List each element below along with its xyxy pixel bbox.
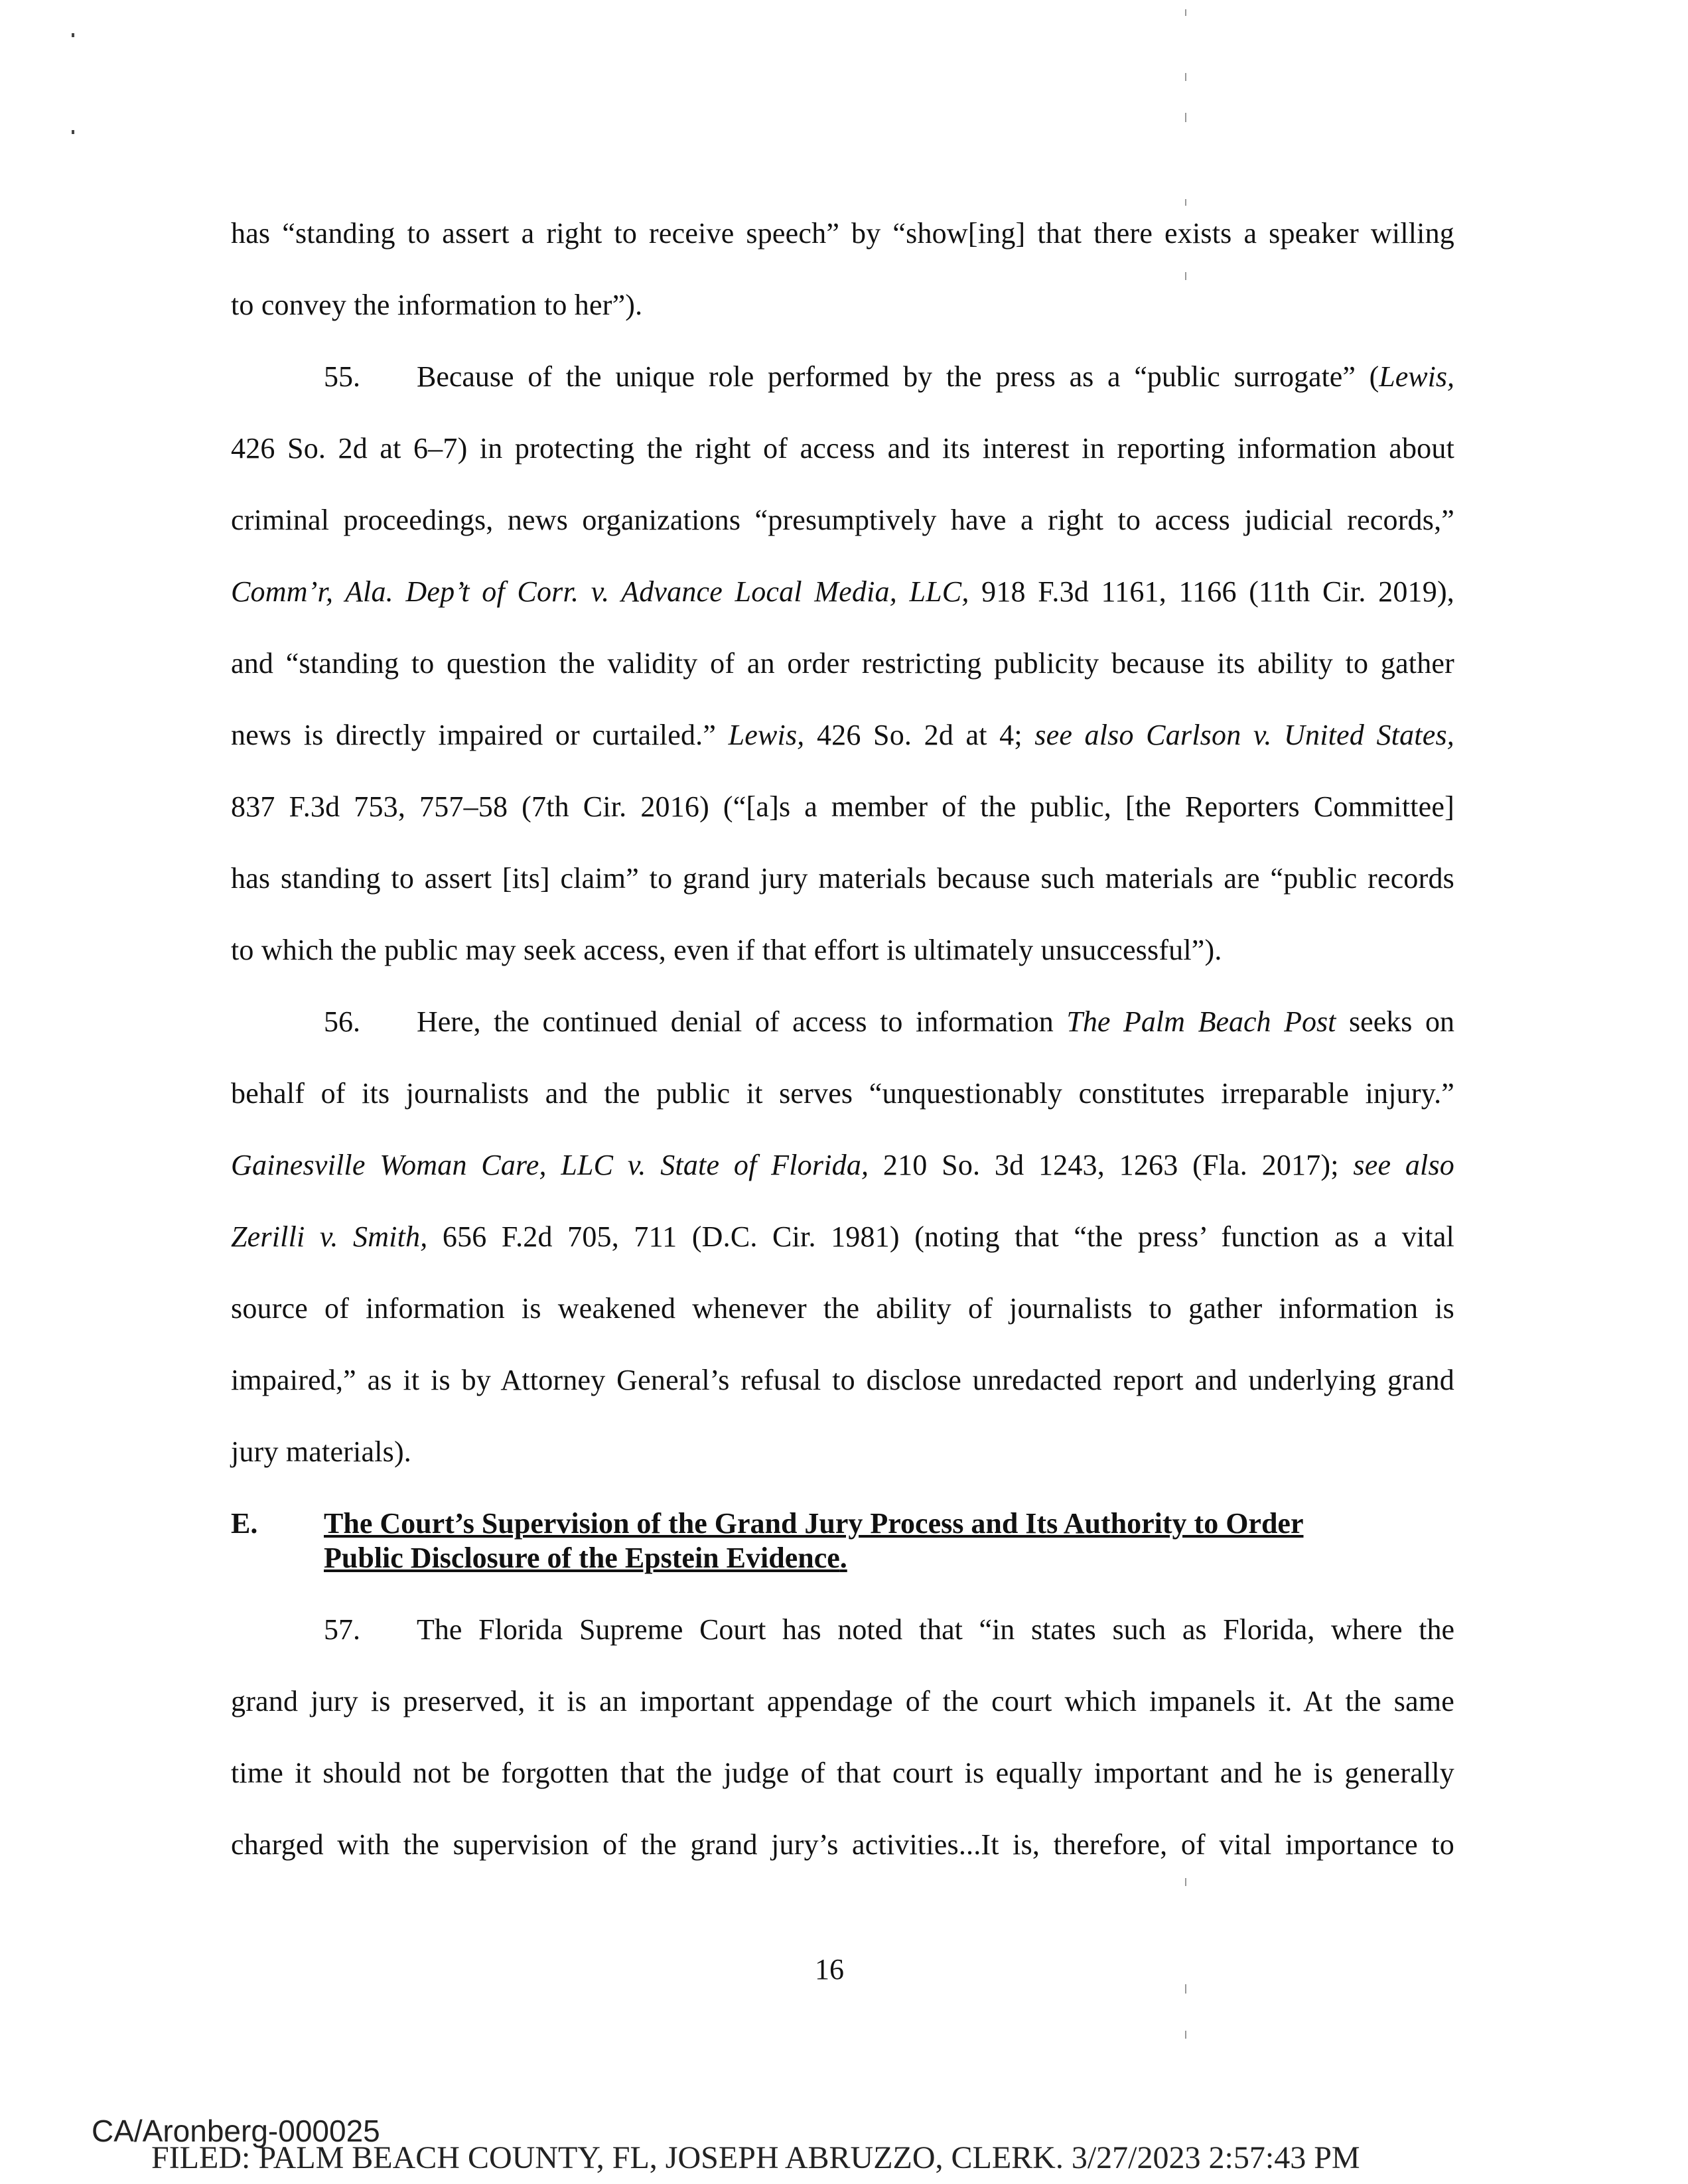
section-heading: The Court’s Supervision of the Grand Jury Process and Its Authority to Order (324, 1507, 1304, 1540)
scan-mark (1185, 1984, 1186, 1994)
paragraph-line: criminal proceedings, news organizations “presumptively have a right to access judicial records,” (231, 504, 1454, 536)
paragraph-line: news is directly impaired or curtailed.” Lewis, 426 So. 2d at 4; see also Carlson v. United States, (231, 719, 1454, 751)
paragraph-line: and “standing to question the validity of an order restricting publicity because its ability to gather (231, 647, 1454, 680)
paragraph-line: to which the public may seek access, even if that effort is ultimately unsuccessful”). (231, 934, 1222, 966)
paragraph-line: source of information is weakened whenever the ability of journalists to gather information is (231, 1292, 1454, 1325)
paragraph-line: has standing to assert [its] claim” to grand jury materials because such materials are “public records (231, 862, 1454, 895)
paragraph-line: Comm’r, Ala. Dep’t of Corr. v. Advance Local Media, LLC, 918 F.3d 1161, 1166 (11th Cir. 2019), (231, 575, 1454, 608)
paragraph-line: behalf of its journalists and the public it serves “unquestionably constitutes irreparable injury.” (231, 1077, 1454, 1110)
paragraph-line: Because of the unique role performed by the press as a “public surrogate” (Lewis, (417, 360, 1454, 393)
bates-number: CA/Aronberg-000025 (92, 2114, 380, 2148)
scan-mark (1185, 272, 1186, 280)
paragraph-line: charged with the supervision of the grand jury’s activities...It is, therefore, of vital importance to (231, 1828, 1454, 1861)
paragraph-line: time it should not be forgotten that the judge of that court is equally important and he is generally (231, 1757, 1454, 1789)
paragraph-line: grand jury is preserved, it is an important appendage of the court which impanels it. At the same (231, 1685, 1454, 1717)
section-letter: E. (231, 1507, 258, 1540)
scan-mark (1185, 73, 1186, 81)
paragraph-line: has “standing to assert a right to receive speech” by “show[ing] that there exists a speaker willing (231, 217, 1454, 250)
paragraph-line: Gainesville Woman Care, LLC v. State of Florida, 210 So. 3d 1243, 1263 (Fla. 2017); see also (231, 1149, 1454, 1181)
scan-speck (72, 130, 74, 134)
scan-mark (1185, 9, 1186, 16)
paragraph-line: 837 F.3d 753, 757–58 (7th Cir. 2016) (“[a]s a member of the public, [the Reporters Committee] (231, 790, 1454, 823)
page-number: 16 (815, 1953, 844, 1986)
paragraph-line: 426 So. 2d at 6–7) in protecting the right of access and its interest in reporting information about (231, 432, 1454, 465)
scan-mark (1185, 1878, 1186, 1886)
paragraph-line: Here, the continued denial of access to information The Palm Beach Post seeks on (417, 1005, 1454, 1038)
paragraph-line: impaired,” as it is by Attorney General’s refusal to disclose unredacted report and underlying grand (231, 1364, 1454, 1396)
filing-stamp: FILED: PALM BEACH COUNTY, FL, JOSEPH ABRUZZO, CLERK. 3/27/2023 2:57:43 PM (151, 2140, 1360, 2175)
section-heading: Public Disclosure of the Epstein Evidence. (324, 1542, 847, 1574)
paragraph-line: The Florida Supreme Court has noted that “in states such as Florida, where the (417, 1613, 1454, 1646)
paragraph-line: Zerilli v. Smith, 656 F.2d 705, 711 (D.C. Cir. 1981) (noting that “the press’ function as a vital (231, 1220, 1454, 1253)
paragraph-number: 57. (324, 1613, 360, 1646)
scan-speck (72, 33, 74, 37)
paragraph-line: to convey the information to her”). (231, 289, 643, 321)
paragraph-number: 55. (324, 360, 360, 393)
paragraph-line: jury materials). (231, 1435, 411, 1468)
scan-mark (1185, 199, 1186, 206)
scan-mark (1185, 2031, 1186, 2039)
paragraph-number: 56. (324, 1005, 360, 1038)
scan-mark (1185, 113, 1186, 122)
